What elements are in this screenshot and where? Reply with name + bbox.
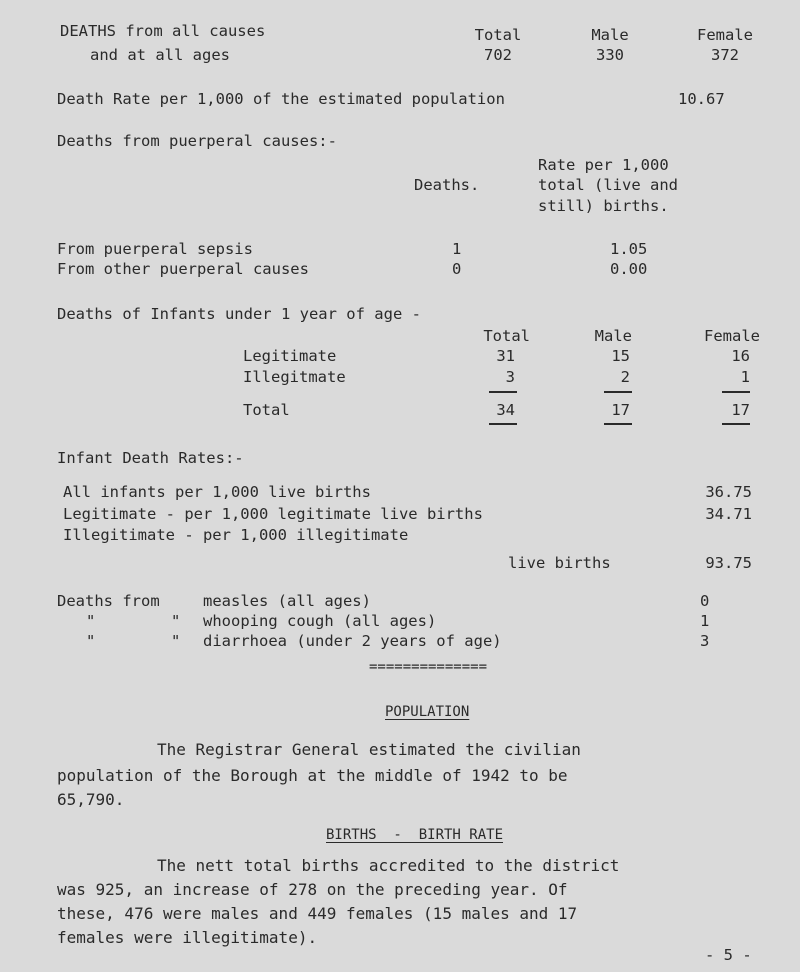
puerperal-row-deaths: 0: [452, 260, 462, 278]
infants-row-male: 15: [611, 347, 630, 365]
puerperal-row-label: From other puerperal causes: [57, 260, 309, 278]
infants-row-female: 1: [740, 368, 750, 386]
infant-rate-value: 93.75: [705, 554, 752, 572]
infants-total-double-underline: [489, 423, 517, 425]
infants-female-double-underline: [722, 423, 750, 425]
infants-female-underline: [722, 391, 750, 393]
infants-row-total: 3: [505, 368, 515, 386]
infant-rates-heading: Infant Death Rates:-: [57, 449, 244, 467]
specific-deaths-value: 1: [700, 612, 710, 630]
population-paragraph-line3: 65,790.: [57, 790, 125, 809]
births-paragraph-line4: females were illegitimate).: [57, 928, 318, 947]
specific-deaths-label: diarrhoea (under 2 years of age): [203, 632, 502, 650]
specific-deaths-label: measles (all ages): [203, 592, 371, 610]
infant-rate-value: 36.75: [705, 483, 752, 501]
infant-rate-label-line2: live births: [508, 554, 611, 572]
infant-rate-label: Legitimate - per 1,000 legitimate live births: [63, 505, 483, 523]
section-separator: ==============: [369, 659, 488, 675]
death-rate-label: Death Rate per 1,000 of the estimated population: [57, 90, 505, 108]
death-rate-value: 10.67: [678, 90, 725, 108]
deaths-all-header-female: Female: [697, 26, 753, 44]
ditto-mark: ": [171, 612, 181, 630]
deaths-all-total: 702: [484, 46, 512, 64]
infants-row-male: 17: [611, 401, 630, 419]
deaths-all-header-total: Total: [474, 26, 522, 44]
ditto-mark: ": [171, 632, 181, 650]
infants-row-total: 31: [496, 347, 515, 365]
puerperal-heading: Deaths from puerperal causes:-: [57, 132, 337, 150]
deaths-all-male: 330: [596, 46, 624, 64]
births-paragraph-line3: these, 476 were males and 449 females (15 males and 17: [57, 904, 578, 923]
births-paragraph-line2: was 925, an increase of 278 on the preceding year. Of: [57, 880, 568, 899]
ditto-mark: ": [86, 632, 96, 650]
deaths-all-header-male: Male: [591, 26, 629, 44]
infants-row-male: 2: [620, 368, 630, 386]
page-number: - 5 -: [705, 946, 752, 964]
puerperal-rate-header-line1: Rate per 1,000: [538, 156, 669, 174]
infants-header-male: Male: [594, 327, 632, 345]
population-paragraph-line1: The Registrar General estimated the civilian: [157, 740, 581, 759]
infants-total-underline: [489, 391, 517, 393]
puerperal-rate-header-line3: still) births.: [538, 197, 669, 215]
infants-row-female: 16: [731, 347, 750, 365]
specific-deaths-value: 0: [700, 592, 710, 610]
specific-deaths-value: 3: [700, 632, 710, 650]
puerperal-rate-header-line2: total (live and: [538, 176, 678, 194]
infants-male-double-underline: [604, 423, 632, 425]
deaths-all-label-line2: and at all ages: [90, 46, 230, 64]
infants-row-label: Illegitmate: [243, 368, 346, 386]
infants-header-female: Female: [704, 327, 760, 345]
infants-heading: Deaths of Infants under 1 year of age -: [57, 305, 421, 323]
infant-rate-value: 34.71: [705, 505, 752, 523]
infant-rate-label-line1: Illegitimate - per 1,000 illegitimate: [63, 526, 409, 544]
infants-row-label: Legitimate: [243, 347, 337, 365]
infants-male-underline: [604, 391, 632, 393]
specific-deaths-prefix: Deaths from: [57, 592, 160, 610]
infants-row-total: 34: [496, 401, 515, 419]
puerperal-row-deaths: 1: [452, 240, 462, 258]
population-paragraph-line2: population of the Borough at the middle of 1942 to be: [57, 766, 568, 785]
ditto-mark: ": [86, 612, 96, 630]
births-heading: BIRTHS - BIRTH RATE: [326, 827, 504, 843]
puerperal-row-rate: 1.05: [610, 240, 648, 258]
deaths-all-label-line1: DEATHS from all causes: [60, 22, 266, 40]
infants-row-label: Total: [243, 401, 290, 419]
puerperal-deaths-header: Deaths.: [414, 176, 480, 194]
infants-row-female: 17: [731, 401, 750, 419]
population-heading: POPULATION: [385, 704, 470, 720]
infants-header-total: Total: [483, 327, 530, 345]
specific-deaths-label: whooping cough (all ages): [203, 612, 437, 630]
puerperal-row-label: From puerperal sepsis: [57, 240, 253, 258]
deaths-all-female: 372: [711, 46, 739, 64]
births-paragraph-line1: The nett total births accredited to the district: [157, 856, 620, 875]
puerperal-row-rate: 0.00: [610, 260, 648, 278]
infant-rate-label: All infants per 1,000 live births: [63, 483, 371, 501]
